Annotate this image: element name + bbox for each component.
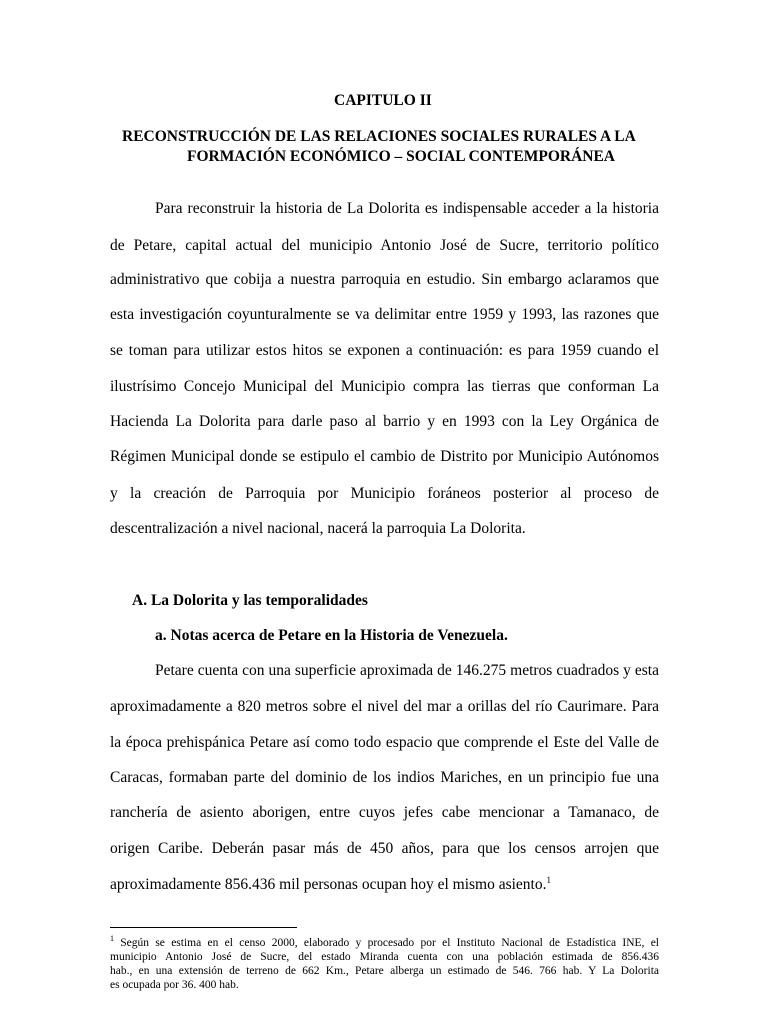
paragraph-2-line: aproximadamente a 820 metros sobre el nivel del mar a orillas del río Caurimare. Para	[110, 698, 659, 715]
paragraph-1-line: esta investigación coyunturalmente se va delimitar entre 1959 y 1993, las razones que	[110, 306, 659, 323]
paragraph-1-line: administrativo que cobija a nuestra parroquia en estudio. Sin embargo aclaramos que	[110, 271, 659, 288]
paragraph-2-line: Caracas, formaban parte del dominio de los indios Mariches, en un principio fue una	[110, 769, 659, 786]
paragraph-1-line: Hacienda La Dolorita para darle paso al barrio y en 1993 con la Ley Orgánica de	[110, 413, 659, 430]
footnote-marker: 1	[110, 934, 114, 944]
paragraph-2-line: la época prehispánica Petare así como todo espacio que comprende el Este del Valle de	[110, 734, 659, 751]
footnote-first-line	[110, 936, 659, 950]
chapter-title-line-2: FORMACIÓN ECONÓMICO – SOCIAL CONTEMPORÁNEA	[187, 148, 615, 165]
chapter-title-line-1: RECONSTRUCCIÓN DE LAS RELACIONES SOCIALES RURALES A LA	[122, 128, 636, 145]
paragraph-2-line: aproximadamente 856.436 mil personas ocupan hoy el mismo asiento.	[110, 876, 547, 893]
paragraph-2-line: origen Caribe. Deberán pasar más de 450 años, para que los censos arrojen que	[110, 840, 659, 857]
paragraph-1-line: se toman para utilizar estos hitos se exponen a continuación: es para 1959 cuando el	[110, 342, 659, 359]
paragraph-1-line: ilustrísimo Concejo Municipal del Municipio compra las tierras que conforman La	[110, 378, 659, 395]
paragraph-1-line: y la creación de Parroquia por Municipio foráneos posterior al proceso de	[110, 485, 659, 502]
chapter-label: CAPITULO II	[334, 92, 432, 109]
footnote-line: es ocupada por 36. 400 hab.	[110, 979, 239, 991]
paragraph-2-last-line	[110, 875, 659, 894]
paragraph-1-line: de Petare, capital actual del municipio Antonio José de Sucre, territorio político	[110, 237, 659, 254]
footnote-line: Según se estima en el censo 2000, elaborado y procesado por el Instituto Nacional de Estadística INE, el	[114, 937, 659, 949]
paragraph-1-line: Para reconstruir la historia de La Dolorita es indispensable acceder a la historia	[155, 200, 659, 217]
section-a-subheading: a. Notas acerca de Petare en la Historia de Venezuela.	[155, 627, 508, 644]
paragraph-2-line: ranchería de asiento aborigen, entre cuyos jefes cabe mencionar a Tamanaco, de	[110, 804, 659, 821]
paragraph-1-line: descentralización a nivel nacional, nacerá la parroquia La Dolorita.	[110, 520, 526, 537]
footnote-separator	[110, 927, 297, 928]
footnote-reference[interactable]: 1	[546, 874, 551, 885]
paragraph-1-line: Régimen Municipal donde se estipulo el cambio de Distrito por Municipio Autónomos	[110, 448, 659, 465]
footnote-line: municipio Antonio José de Sucre, del estado Miranda cuenta con una población estimada de 856.436	[110, 951, 659, 963]
paragraph-2-line: Petare cuenta con una superficie aproximada de 146.275 metros cuadrados y esta	[155, 662, 659, 679]
section-a-heading: A. La Dolorita y las temporalidades	[132, 592, 368, 609]
footnote-line: hab., en una extensión de terreno de 662 Km., Petare alberga un estimado de 546. 766 hab. Y La Dolorita	[110, 965, 659, 977]
